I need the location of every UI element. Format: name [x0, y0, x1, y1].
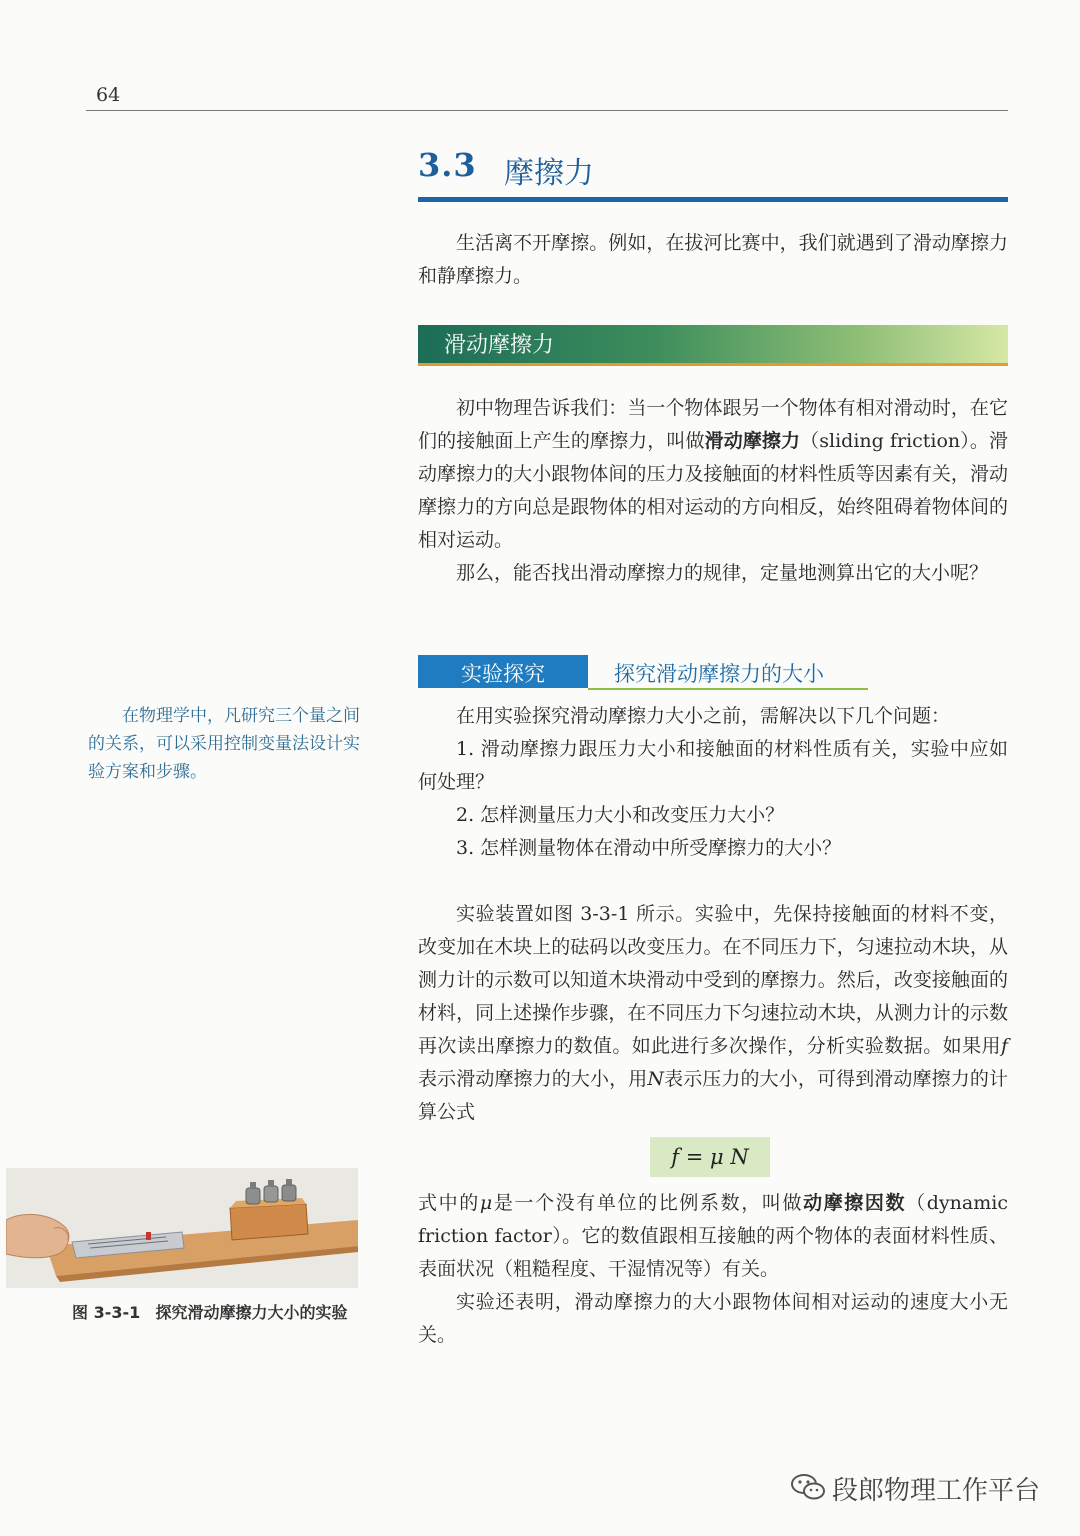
experiment-lead: 在用实验探究滑动摩擦力大小之前，需解决以下几个问题：	[456, 705, 951, 727]
question-paragraph: 那么，能否找出滑动摩擦力的规律，定量地测算出它的大小呢？	[456, 562, 989, 584]
watermark-text: 段郎物理工作平台	[832, 1476, 1041, 1506]
term-sliding-friction: 滑动摩擦力	[704, 430, 801, 452]
figure-caption-text: 探究滑动摩擦力大小的实验	[155, 1303, 348, 1322]
formula-box	[650, 1137, 770, 1177]
experiment-photo	[6, 1168, 358, 1288]
symbol-N: N	[647, 1068, 664, 1090]
figure-caption	[72, 1300, 348, 1323]
wechat-icon	[790, 1472, 826, 1502]
experiment-question-1: 1. 滑动摩擦力跟压力大小和接触面的材料性质有关，实验中应如何处理？	[418, 738, 1008, 793]
experiment-question-2: 2. 怎样测量压力大小和改变压力大小？	[456, 804, 785, 826]
procedure-paragraph	[418, 898, 1008, 1129]
definition-paragraph	[418, 392, 1008, 557]
subsection-title: 滑动摩擦力	[444, 333, 555, 358]
header-rule	[86, 110, 1008, 111]
experiment-question-3: 3. 怎样测量物体在滑动中所受摩擦力的大小？	[456, 837, 842, 859]
friction-formula: f = μ N	[671, 1145, 749, 1169]
margin-note: 在物理学中，凡研究三个量之间的关系，可以采用控制变量法设计实验方案和步骤。	[88, 706, 360, 782]
intro-paragraph: 生活离不开摩擦。例如，在拔河比赛中，我们就遇到了滑动摩擦力和静摩擦力。	[418, 232, 1008, 287]
figure-label: 图 3-3-1	[72, 1303, 141, 1322]
section-number: 3.3	[418, 146, 477, 184]
subsection-banner	[418, 325, 1008, 366]
definition-text-after: （sliding friction）。滑动摩擦力的大小跟物体间的压力及接触面的材料性质等因素有关，滑动摩擦力的方向总是跟物体的相对运动的方向相反，始终阻碍着物体间的相对运动。	[418, 430, 1008, 551]
coefficient-text-after: （dynamic friction factor）。它的数值跟相互接触的两个物体的表面材料性质、表面状况（粗糙程度、干湿情况等）有关。	[418, 1192, 1008, 1280]
section-heading	[418, 146, 1008, 198]
page-number: 64	[96, 84, 121, 106]
experiment-underline	[588, 688, 868, 690]
procedure-text-1: 实验装置如图 3-3-1 所示。实验中，先保持接触面的材料不变，改变加在木块上的砝码以改变压力。在不同压力下，匀速拉动木块，从测力计的示数可以知道木块滑动中受到的摩擦力。然后，改变接触面的材料，同上述操作步骤，在不同压力下匀速拉动木块，从测力计的示数再次读出摩擦力的数值。如此进行多次操作，分析实验数据。如果用	[418, 903, 1008, 1057]
coefficient-text-before: 式中的	[418, 1192, 480, 1214]
experiment-photo-illustration	[6, 1168, 358, 1288]
experiment-tag	[418, 655, 588, 688]
conclusion-paragraph: 实验还表明，滑动摩擦力的大小跟物体间相对运动的速度大小无关。	[418, 1291, 1008, 1346]
section-title: 摩擦力	[504, 156, 594, 191]
experiment-title: 探究滑动摩擦力的大小	[614, 662, 824, 686]
coefficient-text-mid: 是一个没有单位的比例系数，叫做	[492, 1192, 804, 1214]
section-rule	[418, 197, 1008, 202]
definition-text-before: 初中物理告诉我们：当一个物体跟另一个物体有相对滑动时，在它们的接触面上产生的摩擦力，叫做	[418, 397, 1008, 452]
symbol-f: f	[1000, 1035, 1008, 1057]
symbol-mu: μ	[479, 1192, 493, 1214]
procedure-text-3: 表示压力的大小，可得到滑动摩擦力的计算公式	[418, 1068, 1008, 1123]
term-dynamic-friction-factor: 动摩擦因数	[803, 1192, 907, 1214]
coefficient-paragraph	[418, 1187, 1008, 1286]
experiment-tag-label: 实验探究	[461, 662, 545, 686]
procedure-text-2: 表示滑动摩擦力的大小，用	[418, 1068, 648, 1090]
